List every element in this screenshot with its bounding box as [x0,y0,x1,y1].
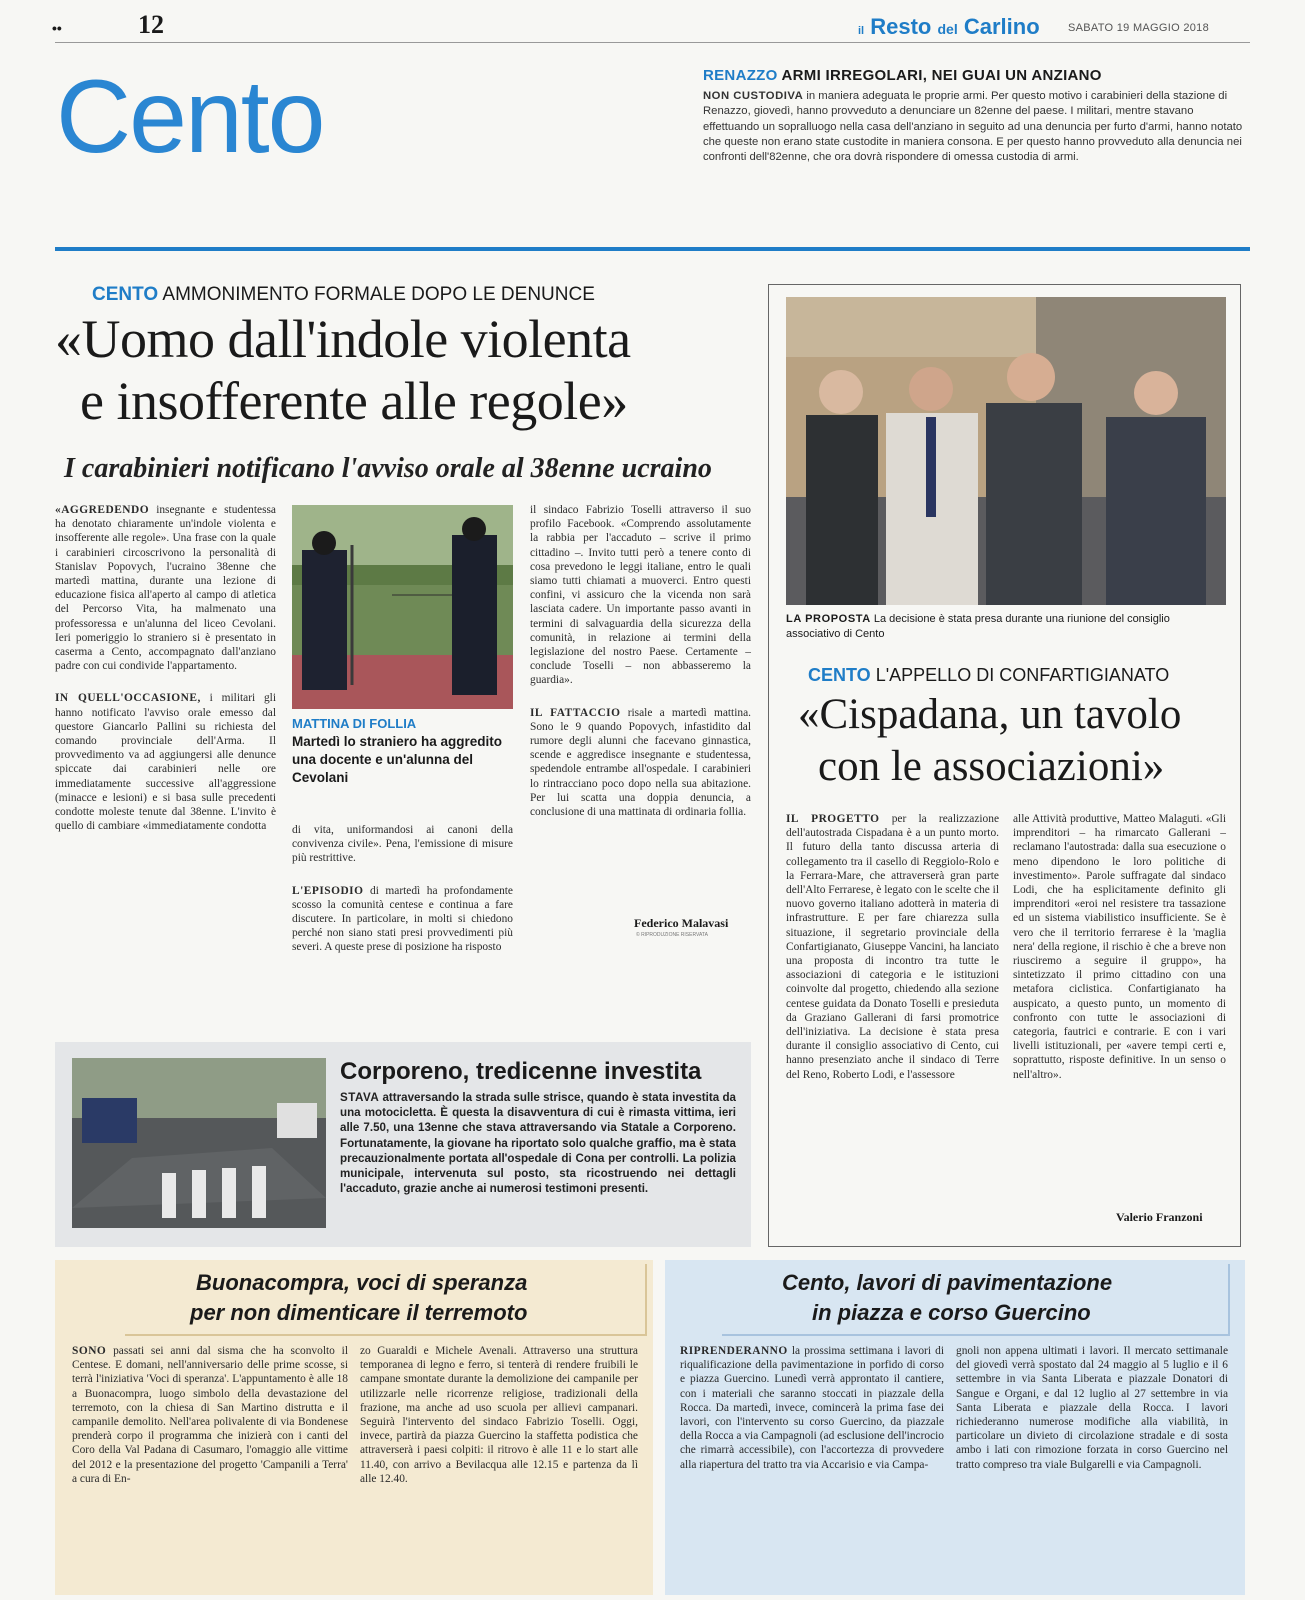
pavimentazione-headline-1: Cento, lavori di pavimentazione [782,1270,1113,1295]
buonacompra-col2-text: zo Guaraldi e Michele Avenali. Attraverso una struttura temporanea di legno e ferro, si tenterà di rendere fruibili le campane smontate durante la demolizione dei campanile per utilizzarle nelle ricorrenze religiose, tradizionali della frazione, ma anche ad uso scuola per allievi campanari. Seguirà l'intervento del sindaco Fabrizio Toselli. Oggi, invece, partirà da piazza Guercino la staffetta podistica che attraverserà i paesi colpiti: il ritrovo è alle 11 e lo start alle 11.40, con arrivo a Bevilacqua alle 12.15 e partenza da lì alle 12.40. [360,1345,638,1485]
main-col3-lead: IL FATTACCIO [530,706,621,719]
brief-title: ARMI IRREGOLARI, NEI GUAI UN ANZIANO [781,67,1102,84]
corporeno-lead: STAVA [340,1091,380,1104]
pavimentazione-col2-text: gnoli non appena ultimati i lavori. Il mercato settimanale del giovedì verrà spostato dal 24 maggio al 5 luglio e il 6 settembre in via Santa Liberata e piazzale Donatori di Sangue e Organi, e dal 12 luglio al 27 settembre in via Santa Liberata e piazzale della Rocca. I lavori richiederanno numerose modifiche alla viabilità, in particolare un divieto di circolazione stradale e di sosta ambo i lati con rimozione forzata in corso Guercino nel tratto compreso tra viale Bulgarelli e via Campagnoli. [956,1345,1228,1471]
main-col3-para2 [530,706,751,820]
page-number: 12 [138,10,164,39]
masthead-carlino: Carlino [963,14,1040,39]
pavimentazione-headline-2: in piazza e corso Guercino [812,1300,1091,1325]
section-title: Cento [56,59,324,175]
brief-text: in maniera adeguata le proprie armi. Per questo motivo i carabinieri della stazione di Renazzo, giovedì, hanno provveduto a denunciare un 82enne del paese. I militari, mentre stavano effettuando un sopralluogo nella casa dell'anziano in seguito ad una denuncia per furto d'armi, hanno notato che queste non erano state custodite in maniera consona. E per questo hanno provveduto alla denuncia nei confronti dell'82enne, che ora dovrà rispondere di omessa custodia di armi. [703,90,1243,164]
confartigianato-photo [786,297,1226,605]
main-col2-para1: di vita, uniformandosi ai canoni della convivenza civile». Pena, l'emissione di misure più restrittive. [292,824,513,865]
section-divider [55,247,1250,251]
main-col1-para2 [55,691,276,833]
right-col2-text: alle Attività produttive, Matteo Malaguti. «Gli imprenditori – ha rimarcato Gallerani – reclamano l'autostrada: dalla sua esecuzione o meno dipendono le loro politiche di investimento». Parole suffragate dal sindaco Lodi, che ha esplicitamente definito gli imprenditori «eroi nel resistere tra tassazione ed un sistema viabilistico insufficiente. Se è vero che il territorio ferrarese è la 'maglia nera' della regione, il rischio è che a breve non riusciremo a seguire il gruppo», ha sintetizzato il primo cittadino con una metafora ciclistica. Confartigianato ha auspicato, a questo punto, un momento di confronto con tutte le associazioni di categoria, fautrici e contrarie. E con i vari livelli istituzionali, per «avere tempi certi e, soprattutto, risposte definitive. In un senso o nell'altro». [1013,813,1226,1081]
pavimentazione-col1-text: la prossima settimana i lavori di riqualificazione della pavimentazione in porfido di corso e piazza Guercino. Lunedì verrà approntato il cantiere, con i materiali che saranno stoccati in piazzale della Rocca. Da martedì, invece, comincerà la prima fase dei lavori, con l'intervento su corso Guercino, da piazzale della Rocca a via Campagnoli (ad esclusione dell'incrocio che rimarrà accessibile), con l'accortezza di provvedere alla riapertura del tratto tra via Accarisio e via Campa- [680,1345,944,1471]
right-col1 [786,812,999,1082]
photo-caption-carabinieri [292,716,513,787]
masthead [858,14,1040,40]
right-headline-1: «Cispadana, un tavolo [798,691,1182,738]
main-byline-sub: © RIPRODUZIONE RISERVATA [636,932,708,938]
right-kicker-place: CENTO [808,665,871,685]
corporeno-photo [72,1058,326,1228]
buonacompra-headline-2: per non dimenticare il terremoto [190,1300,528,1325]
buonacompra-col1 [72,1344,348,1486]
main-headline-1: «Uomo dall'indole violenta [55,309,631,369]
main-col2-lead: L'EPISODIO [292,884,364,897]
right-col1-text: per la realizzazione dell'autostrada Cispadana è a un punto morto. Il futuro della tanto discussa arteria di collegamento tra il casello di Reggiolo-Rolo e la Ferrara-Mare, che attraverserà gran parte dell'Alto Ferrarese, è legato con le scelte che il nuovo governo italiano adotterà in materia di infrastrutture. E per fare chiarezza sulla situazione, il segretario provinciale della Confartigianato, Giuseppe Vancini, ha lanciato una proposta di incontro tra tutte le associazioni di categoria e le istituzioni coinvolte dal progetto, chiedendo alla sezione centese guidata da Donato Toselli e presieduta da Graziano Gallerani di farsi promotrice dell'iniziativa. La decisione è stata presa durante il consiglio associativo di Cento, cui hanno presenziato anche il sindaco di Terre del Reno, Roberto Lodi, e l'assessore [786,813,1000,1081]
carabinieri-photo-image [292,505,513,709]
right-photo-caption-kicker: LA PROPOSTA [786,613,871,625]
pavimentazione-col1 [680,1344,944,1472]
buonacompra-col2 [360,1344,638,1486]
main-byline: Federico Malavasi [634,916,729,930]
brief-headline [703,67,1243,84]
issue-date: SABATO 19 MAGGIO 2018 [1068,22,1210,34]
main-col1-lead1: «AGGREDENDO [55,504,150,516]
main-headline-2: e insofferente alle regole» [80,371,628,431]
right-byline: Valerio Franzoni [1116,1210,1203,1224]
main-col2-para2 [292,884,513,955]
main-subheadline: I carabinieri notificano l'avviso orale al 38enne ucraino [64,453,712,484]
brief-body [703,89,1243,165]
right-kicker-text: L'APPELLO DI CONFARTIGIANATO [875,665,1170,685]
right-col1-lead: IL PROGETTO [786,813,880,825]
main-col1-text1: insegnante e studentessa ha denotato chiaramente un'indole violenta e insofferente alle regole». Una frase con la quale i carabinieri circoscrivono la personalità di Stanislav Popovych, l'ucraino 38enne che martedì mattina, durante una lezione di educazione fisica all'aperto al campo di atletica del Percorso Vita, ha malmenato una professoressa e un'alunna del liceo Cevolani. Ieri pomeriggio lo straniero si è presentato in caserma a Cento, accompagnato dall'anziano padre con cui condivide l'appartamento. [55,504,276,673]
brief-kicker: RENAZZO [703,67,778,84]
masthead-il: il [858,25,865,37]
corporeno-text: attraversando la strada sulle strisce, quando è stata investita da una motocicletta. È questa la disavventura di cui è rimasta vittima, ieri alle 7.50, una 13enne che stava attraversando via Statale a Corporeno. Fortunatamente, la giovane ha riportato solo qualche graffio, ma è stata precauzionalmente portata all'ospedale di Cona per controlli. La polizia municipale, intervenuta sul posto, sta ricostruendo nei dettagli l'accaduto, grazie anche ai numerosi testimoni presenti. [340,1091,736,1196]
right-col2 [1013,812,1226,1082]
main-col3-para1: il sindaco Fabrizio Toselli attraverso il suo profilo Facebook. «Comprendo assolutamente la rabbia per l'accaduto – scrive il primo cittadino –. Invito tutti però a tenere conto di cosa prevedono le leggi italiane, entro le quali siamo tutti chiamati a muoverci. Entro questi confini, vi assicuro che la vicenda non sarà lasciata cadere. Un importante passo avanti in termini di salvaguardia della sicurezza della comunità, in relazione ai termini della legislazione del nostro Paese. Certamente – conclude Toselli – non abbasseremo la guardia». [530,504,751,687]
pavimentazione-lead: RIPRENDERANNO [680,1345,788,1357]
carabinieri-photo [292,505,513,709]
photo-caption-text: Martedì lo straniero ha aggredito una docente e un'alunna del Cevolani [292,734,503,785]
main-kicker-text: AMMONIMENTO FORMALE DOPO LE DENUNCE [162,284,595,305]
brief-block [703,67,1243,165]
photo-caption-kicker: MATTINA DI FOLLIA [292,716,417,731]
buonacompra-col1-text: passati sei anni dal sisma che ha sconvolto il Centese. E domani, nell'anniversario delle prime scosse, si terrà l'iniziativa 'Voci di speranza'. L'appuntamento è alle 18 a Buonacompra, luogo simbolo della devastazione del terremoto, con la chiesa di San Martino distrutta e il campanile demolito. Nell'area polivalente di via Bondenese prenderà corpo il programma che inizierà con i canti del Coro della Val Padana di Casumaro, l'omaggio alle vittime del 2012 e la presentazione del progetto 'Campanili a Terra' a cura di En- [72,1345,348,1485]
corporeno-headline: Corporeno, tredicenne investita [340,1058,702,1085]
confartigianato-photo-image [786,297,1226,605]
main-col1-lead2: IN QUELL'OCCASIONE, [55,692,201,705]
corporeno-body [340,1090,736,1196]
header-left-marks: •• [52,20,62,36]
main-kicker [92,284,595,306]
right-photo-caption-text: La decisione è stata presa durante una riunione del consiglio associativo di Cento [786,613,1170,640]
pavimentazione-col2 [956,1344,1228,1472]
buonacompra-lead: SONO [72,1345,107,1357]
main-col1-para1 [55,503,276,673]
main-kicker-place: CENTO [92,284,159,305]
main-col3 [530,503,751,819]
header-rule [55,42,1250,43]
right-kicker [808,665,1169,686]
main-col2 [292,823,513,955]
main-col2-text: di martedì ha profondamente scosso la comunità centese e continua a fare discutere. In particolare, in molti si chiedono perché non siano stati presi provvedimenti più severi. A queste prese di posizione ha risposto [292,884,513,954]
right-headline-2: con le associazioni» [818,743,1165,790]
main-col1 [55,503,276,833]
corporeno-photo-image [72,1058,326,1228]
right-photo-caption [786,612,1226,642]
buonacompra-headline-1: Buonacompra, voci di speranza [196,1270,528,1295]
masthead-resto: Resto [870,14,932,39]
main-col1-text2: i militari gli hanno notificato l'avviso orale emesso dal questore Giancarlo Pallini su richiesta del comando provinciale dell'Arma. Il provvedimento va ad aggiungersi alle denunce spiccate dai carabinieri nelle ore immediatamente successive all'aggressione (minacce e lesioni) e si basa sulle precedenti condotte moleste tenute dal 38enne. L'invito è quello di cambiare «immediatamente condotta [55,692,276,833]
masthead-del: del [937,21,958,37]
brief-lead: NON CUSTODIVA [703,90,804,102]
main-col3-text: risale a martedì mattina. Sono le 9 quando Popovych, infastidito dal rumore degli alunni che facevano ginnastica, scende e aggredisce insegnante e studentessa, spedendole entrambe all'ospedale. I carabinieri lo rintracciano poco dopo nella sua abitazione. Per lui scatta una doppia denuncia, a conclusione di una mattinata di ordinaria follia. [530,706,751,819]
